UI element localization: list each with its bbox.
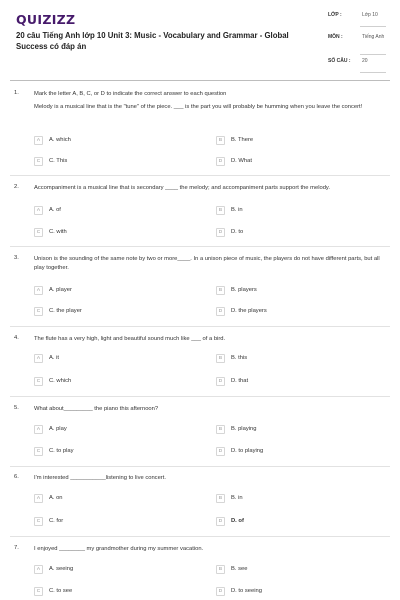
option-letter-box: B <box>216 354 225 363</box>
option-text: C. for <box>49 518 64 524</box>
quizizz-logo: QUIZIZZ <box>16 12 76 27</box>
option-letter-box: D <box>216 307 225 316</box>
option-text: C. the player <box>49 308 82 314</box>
option-text: D. the players <box>231 308 267 314</box>
option-text: D. to seeing <box>231 588 262 594</box>
option-text: D. What <box>231 158 252 164</box>
option-text: A. play <box>49 426 67 432</box>
option-letter-box: A <box>34 286 43 295</box>
option-text: A. on <box>49 495 63 501</box>
option-text: B. this <box>231 355 248 361</box>
question-stem: Unison is the sounding of the same note by two or more____. In a unison piece of music, the players do not have different parts, but all play together. <box>34 256 380 271</box>
option-text: C. to see <box>49 588 73 594</box>
option-letter-box: C <box>34 517 43 526</box>
option-text: C. which <box>49 378 72 384</box>
meta-class-value: Lớp 10 <box>362 12 378 18</box>
question-separator <box>10 466 390 467</box>
question-text <box>34 255 390 272</box>
question-text <box>34 90 390 111</box>
worksheet-title: 20 câu Tiếng Anh lớp 10 Unit 3: Music - Vocabulary and Grammar - Global Success có đáp án <box>16 31 289 51</box>
option-letter-box: A <box>34 494 43 503</box>
question-stem: The flute has a very high, light and beautiful sound much like ___ of a bird. <box>34 336 226 342</box>
question-separator <box>10 326 390 327</box>
option-letter-box: A <box>34 425 43 434</box>
option-text: D. that <box>231 378 249 384</box>
question-number: 6. <box>14 474 19 480</box>
option-letter-box: B <box>216 494 225 503</box>
question-stem: I'm interested ___________listening to live concert. <box>34 475 166 481</box>
option-text: D. to <box>231 229 244 235</box>
meta-count <box>320 58 386 80</box>
question-stem: What about_________ the piano this afternoon? <box>34 406 159 412</box>
option-text: A. it <box>49 355 59 361</box>
question-separator <box>10 396 390 397</box>
question-number: 5. <box>14 405 19 411</box>
question-text <box>34 335 390 344</box>
question-separator <box>10 175 390 176</box>
option-text: A. player <box>49 287 72 293</box>
option-text: B. players <box>231 287 257 293</box>
option-text: D. of <box>231 518 244 524</box>
header-divider <box>10 80 390 81</box>
question-separator <box>10 246 390 247</box>
option-text: B. in <box>231 207 243 213</box>
option-letter-box: C <box>34 157 43 166</box>
question-separator <box>10 536 390 537</box>
question-stem: Accompaniment is a musical line that is secondary ____ the melody; and accompaniment parts support the melody. <box>34 185 331 191</box>
option-text: A. seeing <box>49 566 74 572</box>
option-text: B. see <box>231 566 248 572</box>
worksheet-meta <box>320 12 386 80</box>
option-letter-box: B <box>216 286 225 295</box>
option-text: D. to playing <box>231 448 264 454</box>
question-stem: I enjoyed ________ my grandmother during my summer vacation. <box>34 546 204 552</box>
option-text: C. This <box>49 158 68 164</box>
option-letter-box: D <box>216 447 225 456</box>
question-number: 4. <box>14 335 19 341</box>
question-number: 2. <box>14 184 19 190</box>
option-letter-box: B <box>216 206 225 215</box>
meta-count-label: SỐ CÂU : <box>328 58 351 64</box>
question-text <box>34 184 390 193</box>
option-letter-box: D <box>216 157 225 166</box>
question-number: 1. <box>14 90 19 96</box>
option-letter-box: C <box>34 307 43 316</box>
option-letter-box: A <box>34 565 43 574</box>
option-text: A. which <box>49 137 71 143</box>
option-letter-box: B <box>216 565 225 574</box>
meta-class-label: LỚP : <box>328 12 342 18</box>
question-text <box>34 545 390 554</box>
option-letter-box: D <box>216 377 225 386</box>
option-letter-box: C <box>34 447 43 456</box>
worksheet-header <box>0 0 400 78</box>
meta-subject-value: Tiếng Anh <box>362 34 385 40</box>
option-letter-box: B <box>216 425 225 434</box>
meta-class <box>320 12 386 34</box>
question-number: 7. <box>14 545 19 551</box>
option-letter-box: C <box>34 377 43 386</box>
option-letter-box: B <box>216 136 225 145</box>
question-text <box>34 405 390 414</box>
option-letter-box: A <box>34 354 43 363</box>
option-letter-box: A <box>34 206 43 215</box>
meta-underline <box>360 72 386 73</box>
option-letter-box: D <box>216 517 225 526</box>
option-letter-box: D <box>216 587 225 596</box>
option-text: A. of <box>49 207 61 213</box>
meta-underline <box>360 54 386 55</box>
option-letter-box: C <box>34 587 43 596</box>
option-letter-box: A <box>34 136 43 145</box>
option-text: C. to play <box>49 448 74 454</box>
option-text: B. There <box>231 137 254 143</box>
question-instruction: Mark the letter A, B, C, or D to indicate the correct answer to each question <box>34 91 227 97</box>
option-text: C. with <box>49 229 67 235</box>
question-number: 3. <box>14 255 19 261</box>
option-text: B. playing <box>231 426 257 432</box>
meta-subject-label: MÔN : <box>328 34 343 40</box>
option-letter-box: D <box>216 228 225 237</box>
meta-subject <box>320 34 386 58</box>
option-letter-box: C <box>34 228 43 237</box>
question-text <box>34 474 390 483</box>
question-stem: Melody is a musical line that is the "tune" of the piece. ___ is the part you will probably be humming when you leave the concert! <box>34 103 363 110</box>
meta-count-value: 20 <box>362 58 368 64</box>
option-text: B. in <box>231 495 243 501</box>
meta-underline <box>360 26 386 27</box>
